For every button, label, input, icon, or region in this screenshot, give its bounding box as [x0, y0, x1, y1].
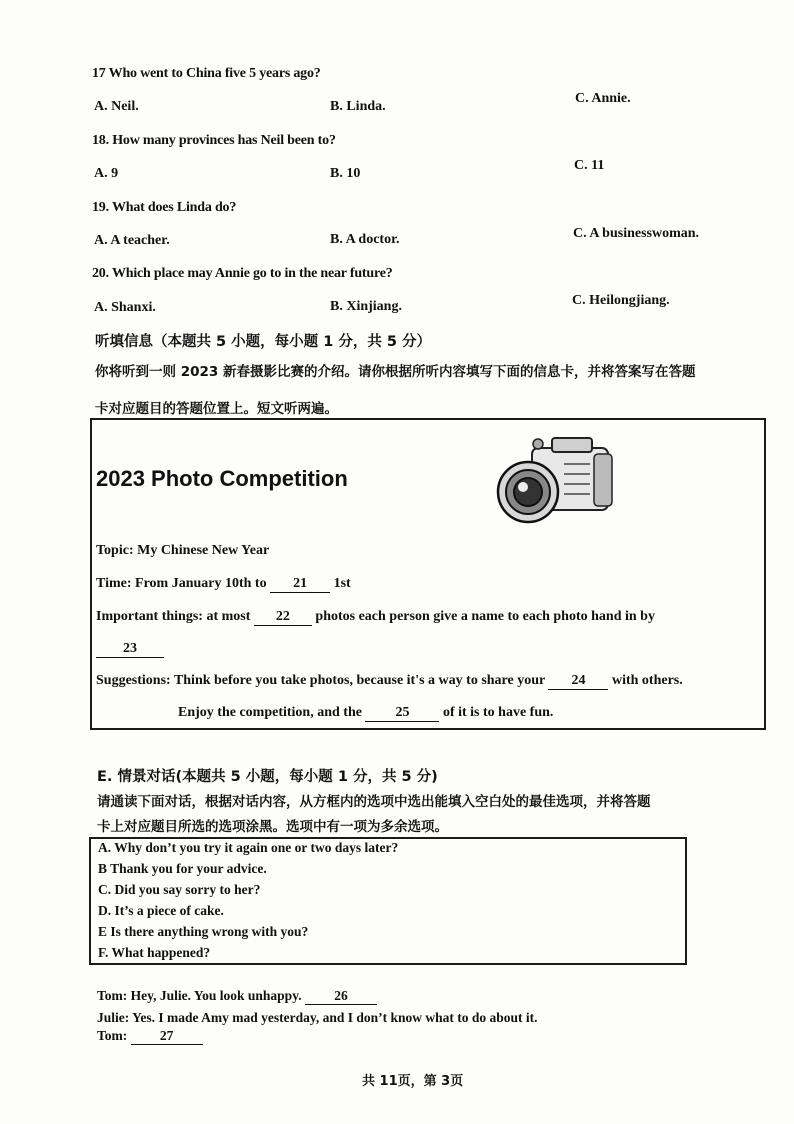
option-b: B. Linda. — [330, 99, 386, 114]
option-item: E Is there anything wrong with you? — [98, 924, 309, 939]
camera-icon — [494, 434, 618, 526]
blank-23[interactable]: 23 — [96, 641, 164, 658]
important-row — [96, 609, 655, 626]
option-item: D. It’s a piece of cake. — [98, 903, 224, 918]
dialogue-text: Tom: — [97, 1028, 128, 1043]
option-a: A. Shanxi. — [94, 300, 156, 315]
question-stem: 17 Who went to China five 5 years ago? — [92, 66, 321, 81]
option-item: B Thank you for your advice. — [98, 861, 267, 876]
blank-22[interactable]: 22 — [254, 609, 312, 626]
suggestions-text: Think before you take photos, because it's a way to share your — [173, 673, 545, 688]
dialogue-line — [97, 1028, 203, 1045]
topic-value: My Chinese New Year — [137, 543, 270, 558]
option-a: A. 9 — [94, 166, 119, 181]
question-stem: 20. Which place may Annie go to in the near future? — [92, 266, 393, 281]
time-text: From January 10th to — [135, 576, 267, 591]
blank-26[interactable]: 26 — [305, 988, 377, 1005]
section-e-title: E. 情景对话(本题共 5 小题，每小题 1 分，共 5 分) — [97, 769, 438, 785]
enjoy-text: Enjoy the competition, and the — [178, 705, 362, 720]
enjoy-text-post: of it is to have fun. — [442, 705, 554, 720]
dialogue-line — [97, 988, 377, 1005]
blank-27[interactable]: 27 — [131, 1028, 203, 1045]
blank-23-row — [96, 641, 164, 658]
suggestions-text-post: with others. — [611, 673, 683, 688]
option-c: C. Annie. — [575, 91, 631, 106]
option-c: C. 11 — [574, 158, 605, 173]
option-b: B. Xinjiang. — [330, 299, 402, 314]
option-b: B. 10 — [330, 166, 361, 181]
option-a: A. Neil. — [94, 99, 139, 114]
time-text-post: 1st — [333, 576, 351, 591]
section-d-title: 听填信息（本题共 5 小题，每小题 1 分，共 5 分） — [95, 334, 432, 350]
page-footer: 共 11页，第 3页 — [362, 1074, 464, 1089]
option-b: B. A doctor. — [330, 232, 400, 247]
section-d-instruction-2: 卡对应题目的答题位置上。短文听两遍。 — [95, 401, 338, 417]
option-a: A. A teacher. — [94, 233, 170, 248]
suggestions-label: Suggestions: — [96, 673, 171, 688]
important-text-post: photos each person give a name to each photo hand in by — [315, 609, 655, 624]
blank-25[interactable]: 25 — [365, 705, 439, 722]
important-label: Important things: — [96, 609, 203, 624]
option-c: C. Heilongjiang. — [572, 293, 670, 308]
dialogue-line — [97, 1010, 538, 1026]
time-row — [96, 576, 351, 593]
dialogue-text: Tom: Hey, Julie. You look unhappy. — [97, 988, 302, 1003]
competition-title: 2023 Photo Competition — [96, 466, 348, 491]
suggestions-row — [96, 673, 683, 690]
option-item: C. Did you say sorry to her? — [98, 882, 261, 897]
blank-21[interactable]: 21 — [270, 576, 330, 593]
topic-label: Topic: — [96, 543, 134, 558]
section-e-instruction-2: 卡上对应题目所选的选项涂黑。选项中有一项为多余选项。 — [97, 819, 448, 835]
topic-row — [96, 543, 269, 559]
blank-24[interactable]: 24 — [548, 673, 608, 690]
option-item: A. Why don’t you try it again one or two days later? — [98, 840, 399, 855]
option-c: C. A businesswoman. — [573, 226, 700, 241]
dialogue-text: Julie: Yes. I made Amy mad yesterday, and I don’t know what to do about it. — [97, 1010, 538, 1025]
section-e-instruction-1: 请通读下面对话，根据对话内容，从方框内的选项中选出能填入空白处的最佳选项，并将答题 — [97, 794, 651, 810]
question-stem: 19. What does Linda do? — [92, 200, 237, 215]
section-d-instruction-1: 你将听到一则 2023 新春摄影比赛的介绍。请你根据所听内容填写下面的信息卡，并将答案写在答题 — [95, 364, 696, 380]
enjoy-row — [178, 705, 553, 722]
option-item: F. What happened? — [98, 945, 211, 960]
question-stem: 18. How many provinces has Neil been to? — [92, 133, 336, 148]
time-label: Time: — [96, 576, 132, 591]
important-text: at most — [206, 609, 251, 624]
